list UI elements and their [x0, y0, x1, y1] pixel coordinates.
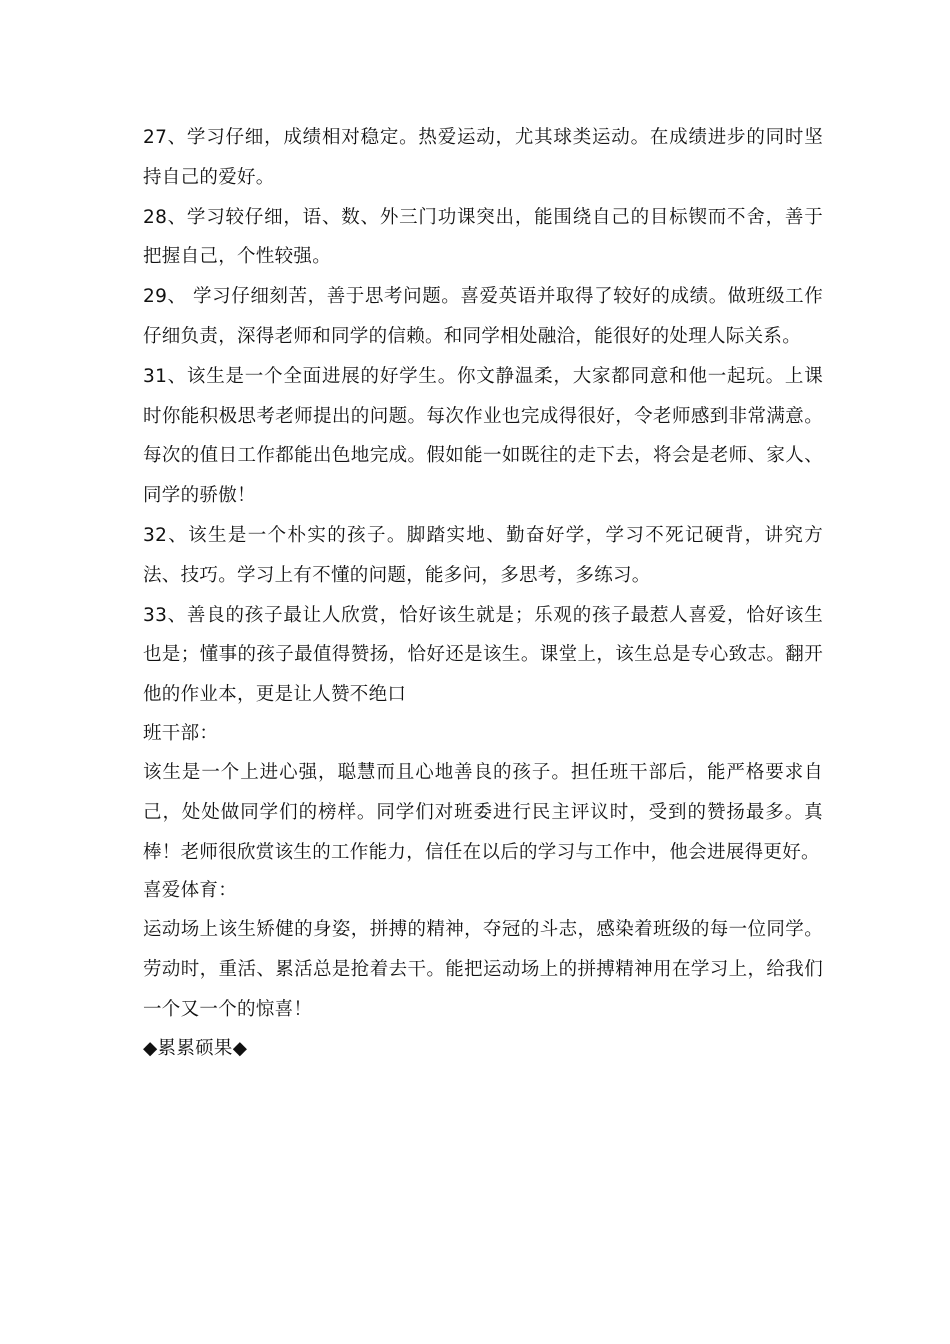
comment-paragraph-29: 29、 学习仔细刻苦，善于思考问题。喜爱英语并取得了较好的成绩。做班级工作仔细负责，深得老师和同学的信赖。和同学相处融洽，能很好的处理人际关系。: [143, 286, 823, 347]
section-heading-sports: 喜爱体育：: [143, 880, 238, 902]
document-body: [143, 118, 823, 1068]
section-text-sports: 运动场上该生矫健的身姿，拼搏的精神，夺冠的斗志，感染着班级的每一位同学。劳动时，重活、累活总是抢着去干。能把运动场上的拼搏精神用在学习上，给我们一个又一个的惊喜！: [143, 919, 823, 1020]
comment-paragraph-31: 31、该生是一个全面进展的好学生。你文静温柔，大家都同意和他一起玩。上课时你能积极思考老师提出的问题。每次作业也完成得很好，令老师感到非常满意。每次的值日工作都能出色地完成。假如能一如既往的走下去，将会是老师、家人、同学的骄傲！: [143, 365, 823, 507]
comment-paragraph-28: 28、学习较仔细，语、数、外三门功课突出，能围绕自己的目标锲而不舍，善于把握自己，个性较强。: [143, 206, 823, 268]
comment-paragraph-33: 33、善良的孩子最让人欣赏，恰好该生就是；乐观的孩子最惹人喜爱，恰好该生也是；懂事的孩子最值得赞扬，恰好还是该生。课堂上，该生总是专心致志。翻开他的作业本，更是让人赞不绝口: [143, 604, 823, 706]
closing-heading: ◆累累硕果◆: [143, 1037, 248, 1059]
section-heading-class-cadre: 班干部：: [143, 722, 219, 744]
comment-paragraph-27: 27、学习仔细，成绩相对稳定。热爱运动，尤其球类运动。在成绩进步的同时坚持自己的爱好。: [143, 127, 823, 188]
comment-paragraph-32: 32、该生是一个朴实的孩子。脚踏实地、勤奋好学，学习不死记硬背，讲究方法、技巧。学习上有不懂的问题，能多问，多思考，多练习。: [143, 524, 823, 586]
section-text-class-cadre: 该生是一个上进心强，聪慧而且心地善良的孩子。担任班干部后，能严格要求自己，处处做同学们的榜样。同学们对班委进行民主评议时，受到的赞扬最多。真棒！老师很欣赏该生的工作能力，信任在以后的学习与工作中，他会进展得更好。: [143, 761, 823, 863]
